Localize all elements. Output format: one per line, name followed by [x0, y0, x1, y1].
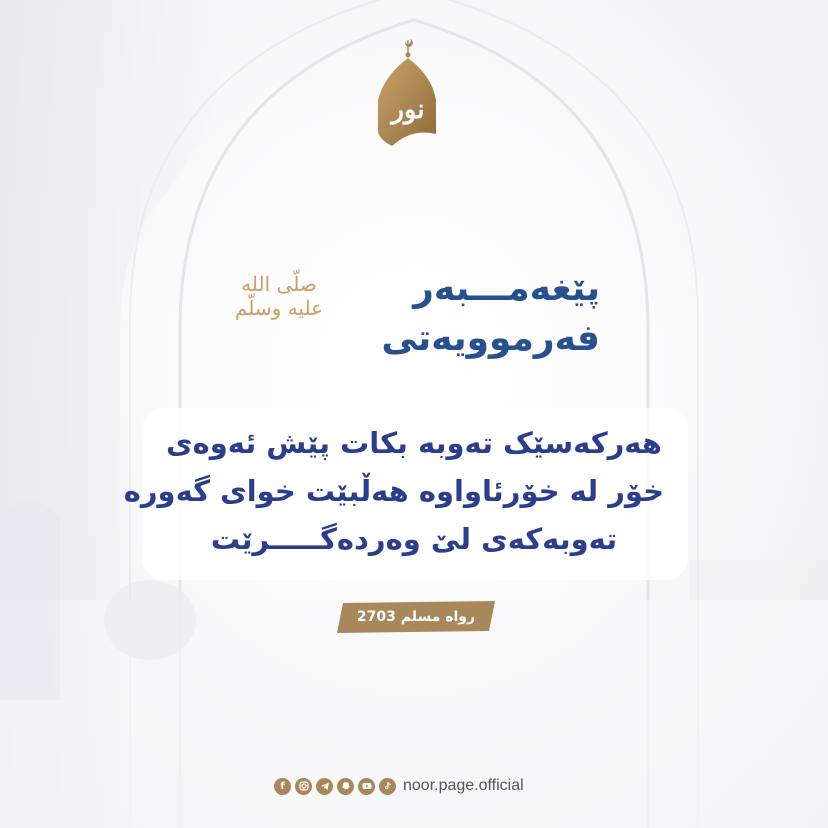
title-block [230, 268, 600, 378]
hadith-line-2: خۆر لە خۆرئاواوە هەڵبێت خوای گەورە [123, 474, 664, 508]
title-prophet: پێغەمـــبەر [413, 268, 600, 309]
page-handle[interactable]: noor.page.official [403, 777, 524, 794]
salawat-text: صلّى الله عليه وسلّم [234, 272, 324, 320]
footer-social [274, 774, 524, 798]
instagram-icon[interactable] [295, 778, 312, 795]
mosque-dome-logo-icon [372, 36, 440, 148]
brand-logo [372, 36, 440, 148]
logo-wordmark: نور [391, 95, 425, 125]
source-badge [337, 601, 495, 633]
hadith-line-3: تەوبەکەی لێ وەردەگـــــرێت [210, 522, 618, 556]
hadith-card [123, 408, 688, 580]
telegram-icon[interactable] [316, 778, 333, 795]
salawat-calligraphy [234, 272, 324, 372]
facebook-icon[interactable]: f [274, 778, 291, 795]
tiktok-icon[interactable] [379, 778, 396, 795]
hadith-line-1: هەرکەسێک تەوبە بکات پێش ئەوەی [166, 426, 662, 460]
source-citation: رواه مسلم 2703 [356, 609, 476, 625]
title-said: فەرموویەتی [381, 318, 600, 359]
youtube-icon[interactable] [358, 778, 375, 795]
snapchat-icon[interactable] [337, 778, 354, 795]
